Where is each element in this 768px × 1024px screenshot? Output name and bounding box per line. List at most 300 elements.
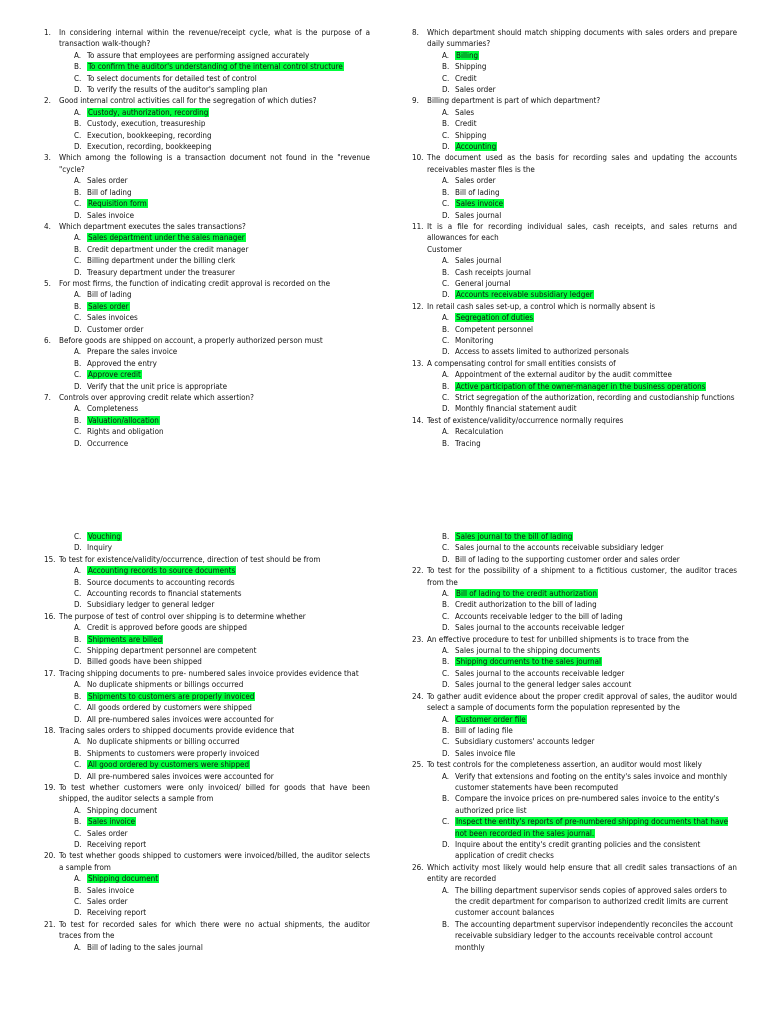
answer-option <box>44 702 370 713</box>
option-letter: B. <box>442 267 450 277</box>
option-letter: A. <box>442 714 450 724</box>
question <box>412 862 737 953</box>
option-text: Rights and obligation <box>87 427 164 437</box>
answer-option <box>44 118 370 129</box>
answer-option <box>412 84 737 95</box>
answer-option <box>44 130 370 141</box>
question <box>412 152 737 220</box>
option-letter: B. <box>442 794 450 804</box>
answer-option-highlighted <box>44 198 370 209</box>
option-letter: B. <box>74 415 82 425</box>
option-letter: A. <box>74 347 82 357</box>
answer-option <box>412 748 737 759</box>
option-text: Sales invoice <box>87 210 135 220</box>
option-letter: B. <box>442 119 450 129</box>
answer-option <box>44 210 370 221</box>
answer-option-highlighted <box>412 714 737 725</box>
option-text: Completeness <box>87 404 139 414</box>
question <box>44 531 370 554</box>
question <box>412 301 737 358</box>
option-text <box>87 634 370 645</box>
option-text: Recalculation <box>455 427 504 437</box>
question-stem <box>44 335 370 346</box>
option-text <box>87 415 370 426</box>
option-text: Sales order <box>455 85 496 95</box>
answer-option <box>412 267 737 278</box>
block-top-left <box>44 27 370 449</box>
answer-highlight: Active participation of the owner-manager in the business operations <box>456 381 706 391</box>
answer-option <box>412 278 737 289</box>
question-text: An effective procedure to test for unbilled shipments is to trace from the <box>427 634 689 644</box>
question-number: 15. <box>44 554 56 564</box>
question <box>44 152 370 220</box>
question-stem <box>44 95 370 106</box>
option-letter: D. <box>74 267 82 277</box>
option-text: Receiving report <box>87 839 147 849</box>
answer-options <box>44 622 370 668</box>
question-text: It is a file for recording individual sales, cash receipts, and sales returns and allowances for each <box>427 221 737 243</box>
option-letter: B. <box>442 62 450 72</box>
option-text: Verify that extensions and footing on the entity's sales invoice and monthly customer statements have been recomputed <box>455 771 728 792</box>
question <box>44 554 370 611</box>
option-text: Sales journal to the accounts receivable ledger <box>455 668 625 678</box>
option-text <box>87 531 370 542</box>
option-text: Source documents to accounting records <box>87 577 235 587</box>
option-text: Billed goods have been shipped <box>87 657 202 667</box>
option-text: Credit <box>455 73 477 83</box>
option-letter: C. <box>74 897 82 906</box>
answer-option-highlighted <box>44 369 370 380</box>
option-text: Tracing <box>455 438 481 448</box>
answer-option <box>44 839 370 850</box>
option-text: Bill of lading <box>87 187 132 197</box>
option-letter: D. <box>74 85 82 95</box>
answer-highlight: Accounting records to source documents <box>88 566 236 576</box>
option-text: Shipping <box>455 62 487 72</box>
option-text: All pre-numbered sales invoices were accounted for <box>87 714 274 724</box>
answer-highlight: Sales journal to the bill of lading <box>456 532 573 541</box>
answer-option <box>412 725 737 736</box>
option-letter: D. <box>74 908 82 918</box>
option-text: Execution, recording, bookkeeping <box>87 142 212 152</box>
question-number: 8. <box>412 28 419 37</box>
option-text <box>455 289 737 300</box>
answer-option <box>44 622 370 633</box>
question <box>44 278 370 335</box>
option-letter: C. <box>442 278 450 288</box>
option-letter: A. <box>74 566 82 576</box>
answer-option-highlighted <box>44 873 370 884</box>
question-number: 2. <box>44 96 51 106</box>
option-text: Compare the invoice prices on pre-numbered sales invoice to the entity's authorized price list <box>455 794 720 815</box>
answer-options <box>412 714 737 760</box>
question-text: The purpose of test of control over shipping is to determine whether <box>59 611 306 621</box>
question-stem <box>44 782 370 805</box>
option-text: Sales journal to the general ledger sales account <box>455 680 632 690</box>
option-letter: A. <box>442 427 450 437</box>
answer-option-highlighted <box>412 531 737 542</box>
answer-option <box>44 828 370 839</box>
question-stem <box>44 611 370 622</box>
question-stem <box>44 152 370 175</box>
option-letter: D. <box>442 347 450 357</box>
option-letter: D. <box>74 714 82 724</box>
option-text: Subsidiary customers' accounts ledger <box>455 737 595 747</box>
option-letter: C. <box>442 130 450 140</box>
option-text: Receiving report <box>87 908 147 918</box>
answer-options <box>44 403 370 449</box>
answer-option <box>412 130 737 141</box>
answer-option-highlighted <box>412 289 737 300</box>
option-text: Sales invoices <box>87 313 138 323</box>
option-letter: D. <box>442 748 450 758</box>
answer-option <box>44 346 370 357</box>
option-letter: C. <box>442 393 450 402</box>
option-letter: A. <box>74 942 82 952</box>
answer-option <box>44 771 370 782</box>
option-text <box>87 565 370 576</box>
option-text: Shipping <box>455 130 487 140</box>
option-letter: D. <box>442 290 450 300</box>
answer-options <box>412 588 737 634</box>
answer-highlight: Requisition form <box>88 199 147 209</box>
option-letter: A. <box>74 50 82 60</box>
option-text <box>455 141 737 152</box>
answer-options <box>412 885 737 953</box>
answer-option <box>44 748 370 759</box>
answer-option <box>44 896 370 907</box>
option-letter: A. <box>442 313 450 323</box>
option-letter: B. <box>74 244 82 254</box>
option-text: Sales journal to the accounts receivable ledger <box>455 623 625 633</box>
option-letter: B. <box>74 358 82 368</box>
answer-option <box>44 645 370 656</box>
question <box>44 392 370 449</box>
question <box>412 95 737 152</box>
question <box>412 27 737 95</box>
option-text: Inquire about the entity's credit granting policies and the consistent application of credit checks <box>455 839 701 861</box>
answer-option-highlighted <box>44 816 370 827</box>
option-letter: B. <box>442 187 450 197</box>
answer-option <box>44 805 370 816</box>
question-number: 20. <box>44 851 56 861</box>
option-text: Access to assets limited to authorized personals <box>455 347 629 357</box>
question-stem <box>412 95 737 106</box>
option-text: Subsidiary ledger to general ledger <box>87 600 215 610</box>
question-text: To test whether goods shipped to customers were invoiced/billed, the auditor selects a sample from <box>59 851 370 872</box>
option-text <box>455 714 737 725</box>
option-letter: C. <box>74 760 82 770</box>
option-letter: C. <box>442 668 450 678</box>
option-letter: B. <box>442 919 450 929</box>
option-letter: D. <box>74 543 82 553</box>
answer-option <box>412 107 737 118</box>
answer-highlight: To confirm the auditor's understanding of the internal control structure <box>88 62 343 72</box>
answer-option <box>44 426 370 437</box>
option-text: Sales journal to the shipping documents <box>455 646 601 656</box>
question-number: 19. <box>44 782 56 792</box>
answer-option-highlighted <box>44 759 370 770</box>
question <box>412 415 737 449</box>
option-text <box>87 61 370 72</box>
question-number: 3. <box>44 153 51 163</box>
answer-highlight: Approve credit <box>88 370 141 380</box>
option-letter: C. <box>74 427 82 437</box>
question-text: Billing department is part of which department? <box>427 96 601 106</box>
block-top-right <box>412 27 737 449</box>
option-text: Sales invoice <box>87 885 135 895</box>
option-text: Strict segregation of the authorization, recording and custodianship functions <box>455 393 735 402</box>
question-number: 26. <box>412 862 424 872</box>
question-number: 12. <box>412 301 424 311</box>
answer-options <box>44 805 370 851</box>
question-number: 10. <box>412 153 424 163</box>
answer-option <box>412 438 737 449</box>
answer-highlight: Accounts receivable subsidiary ledger <box>456 290 593 300</box>
option-letter: C. <box>74 532 82 541</box>
question-number: 5. <box>44 278 51 288</box>
option-letter: A. <box>74 176 82 186</box>
option-text: Sales order <box>87 176 128 186</box>
option-text: Sales order <box>87 828 128 838</box>
option-letter: C. <box>442 199 450 209</box>
option-letter: D. <box>442 680 450 690</box>
question-text: Which department executes the sales transactions? <box>59 221 246 231</box>
option-letter: B. <box>74 817 82 827</box>
answer-option <box>44 942 370 953</box>
option-text <box>455 656 737 667</box>
answer-option <box>412 118 737 129</box>
option-letter: B. <box>442 324 450 334</box>
option-letter: A. <box>74 623 82 633</box>
option-text: Sales order <box>455 176 496 186</box>
option-text: Credit <box>455 119 477 129</box>
answer-option-highlighted <box>412 588 737 599</box>
answer-option <box>44 255 370 266</box>
answer-highlight: Sales department under the sales manager <box>88 233 245 243</box>
option-text: Verify that the unit price is appropriate <box>87 381 228 391</box>
answer-option <box>412 403 737 414</box>
answer-option <box>412 611 737 622</box>
option-text: To verify the results of the auditor's sampling plan <box>87 85 268 95</box>
option-letter: B. <box>74 62 82 72</box>
option-letter: C. <box>74 199 82 209</box>
question-text: Test of existence/validity/occurrence normally requires <box>427 415 624 425</box>
question <box>412 759 737 862</box>
answer-options <box>44 107 370 153</box>
option-letter: C. <box>74 256 82 266</box>
option-letter: A. <box>442 50 450 60</box>
option-letter: C. <box>442 335 450 345</box>
option-letter: D. <box>74 771 82 781</box>
question-number: 11. <box>412 221 424 231</box>
answer-option <box>412 392 737 403</box>
option-text: Accounts receivable ledger to the bill of lading <box>455 611 623 621</box>
answer-option <box>412 771 737 794</box>
option-letter: C. <box>74 370 82 380</box>
answer-highlight: All good ordered by customers were shipped <box>88 760 250 770</box>
option-letter: A. <box>442 176 450 186</box>
question-text: Which activity most likely would help ensure that all credit sales transactions of an entity are recorded <box>427 862 737 884</box>
question-text: In retail cash sales set-up, a control which is normally absent is <box>427 301 656 311</box>
question-stem <box>412 221 737 244</box>
question-stem <box>44 392 370 403</box>
option-letter: C. <box>74 828 82 838</box>
option-text: Accounting records to financial statements <box>87 589 242 599</box>
option-text: Customer order <box>87 324 144 334</box>
question <box>44 27 370 95</box>
option-text: Bill of lading to the supporting customer order and sales order <box>455 554 680 564</box>
option-text: All pre-numbered sales invoices were accounted for <box>87 771 274 781</box>
answer-options <box>44 565 370 611</box>
option-text: Sales journal <box>455 256 502 266</box>
question-number: 6. <box>44 335 51 345</box>
option-letter: B. <box>442 600 450 610</box>
answer-options <box>412 255 737 301</box>
answer-options <box>412 50 737 96</box>
option-text <box>87 816 370 827</box>
option-text: Sales order <box>87 897 128 906</box>
block-bottom-right <box>412 531 737 953</box>
answer-option <box>44 324 370 335</box>
answer-option-highlighted <box>44 634 370 645</box>
option-text <box>455 198 737 209</box>
option-letter: D. <box>442 85 450 95</box>
answer-option-highlighted <box>412 312 737 323</box>
option-letter: D. <box>442 404 450 414</box>
option-letter: B. <box>74 691 82 701</box>
option-letter: C. <box>74 703 82 713</box>
question-text: For most firms, the function of indicating credit approval is recorded on the <box>59 278 331 288</box>
option-text: Credit department under the credit manager <box>87 244 249 254</box>
question <box>44 335 370 392</box>
option-letter: A. <box>442 107 450 117</box>
answer-options <box>412 645 737 691</box>
option-letter: D. <box>74 381 82 391</box>
question <box>412 531 737 565</box>
answer-option <box>44 736 370 747</box>
option-letter: C. <box>442 73 450 83</box>
answer-option-highlighted <box>412 381 737 392</box>
answer-option <box>44 267 370 278</box>
option-letter: D. <box>74 438 82 448</box>
answer-highlight: Customer order file <box>456 714 526 724</box>
option-letter: B. <box>74 301 82 311</box>
option-letter: C. <box>74 73 82 83</box>
question-text: To test for the possibility of a shipment to a fictitious customer, the auditor traces from the <box>427 566 737 587</box>
option-text: Competent personnel <box>455 324 534 334</box>
question-stem <box>412 27 737 50</box>
option-text <box>87 759 370 770</box>
answer-option <box>44 907 370 918</box>
option-letter: B. <box>442 438 450 448</box>
option-letter: D. <box>442 210 450 220</box>
option-text: Shipping department personnel are competent <box>87 646 257 656</box>
answer-option <box>44 542 370 553</box>
option-text: Treasury department under the treasurer <box>87 267 235 277</box>
question-stem <box>44 850 370 873</box>
option-letter: A. <box>442 589 450 599</box>
option-letter: B. <box>74 577 82 587</box>
answer-options <box>412 426 737 449</box>
option-text: To assure that employees are performing assigned accurately <box>87 50 310 60</box>
answer-option-highlighted <box>44 415 370 426</box>
option-text: Credit is approved before goods are shipped <box>87 623 247 633</box>
question-number: 25. <box>412 760 424 770</box>
option-text: Appointment of the external auditor by the audit committee <box>455 370 672 380</box>
option-text: Occurrence <box>87 438 129 448</box>
answer-option <box>412 839 737 862</box>
option-letter: D. <box>74 324 82 334</box>
option-text: All goods ordered by customers were shipped <box>87 703 252 713</box>
option-letter: A. <box>74 290 82 300</box>
option-letter: D. <box>74 600 82 610</box>
question-number: 24. <box>412 691 424 701</box>
question-text: To test for recorded sales for which there were no actual shipments, the auditor traces from the <box>59 919 370 941</box>
option-text: Cash receipts journal <box>455 267 531 277</box>
answer-option <box>44 679 370 690</box>
answer-options <box>412 175 737 221</box>
option-letter: C. <box>442 817 450 827</box>
option-letter: C. <box>74 589 82 599</box>
question-stem <box>412 301 737 312</box>
option-text: Credit authorization to the bill of lading <box>455 600 597 610</box>
question <box>44 611 370 668</box>
question-text: Which department should match shipping documents with sales orders and prepare daily summaries? <box>427 28 737 49</box>
question-number: 4. <box>44 221 51 231</box>
answer-option <box>44 175 370 186</box>
option-text <box>87 107 370 118</box>
answer-option <box>44 438 370 449</box>
answer-option <box>44 289 370 300</box>
question <box>412 565 737 633</box>
answer-option <box>412 736 737 747</box>
answer-options <box>44 679 370 725</box>
question-number: 1. <box>44 28 51 37</box>
question <box>412 634 737 691</box>
answer-option <box>44 588 370 599</box>
question-text: Good internal control activities call for the segregation of which duties? <box>59 96 317 106</box>
answer-option <box>44 656 370 667</box>
option-letter: C. <box>442 543 450 553</box>
question <box>44 919 370 953</box>
question-stem <box>412 759 737 770</box>
option-text: The billing department supervisor sends copies of approved sales orders to the credit department for comparison to authorized credit limits are current customer account balances <box>455 885 729 918</box>
option-text: No duplicate shipments or billing occurred <box>87 737 240 747</box>
question-stem <box>412 634 737 645</box>
option-text: Sales <box>455 107 475 117</box>
question-text: Tracing sales orders to shipped documents provide evidence that <box>59 725 295 735</box>
question-text: To test for existence/validity/occurrence, direction of test should be from <box>59 554 321 564</box>
answer-option <box>44 141 370 152</box>
answer-option-highlighted <box>412 141 737 152</box>
question-number: 9. <box>412 96 419 106</box>
answer-options <box>412 107 737 153</box>
option-letter: C. <box>74 313 82 323</box>
option-letter: C. <box>442 737 450 747</box>
option-letter: D. <box>74 839 82 849</box>
answer-option <box>412 346 737 357</box>
question-number: 13. <box>412 358 424 368</box>
option-letter: A. <box>442 771 450 781</box>
answer-option <box>412 175 737 186</box>
question <box>412 358 737 415</box>
question <box>44 725 370 782</box>
answer-option <box>412 61 737 72</box>
answer-option <box>412 324 737 335</box>
question-text-continued: Customer <box>427 244 462 254</box>
answer-option <box>412 554 737 565</box>
